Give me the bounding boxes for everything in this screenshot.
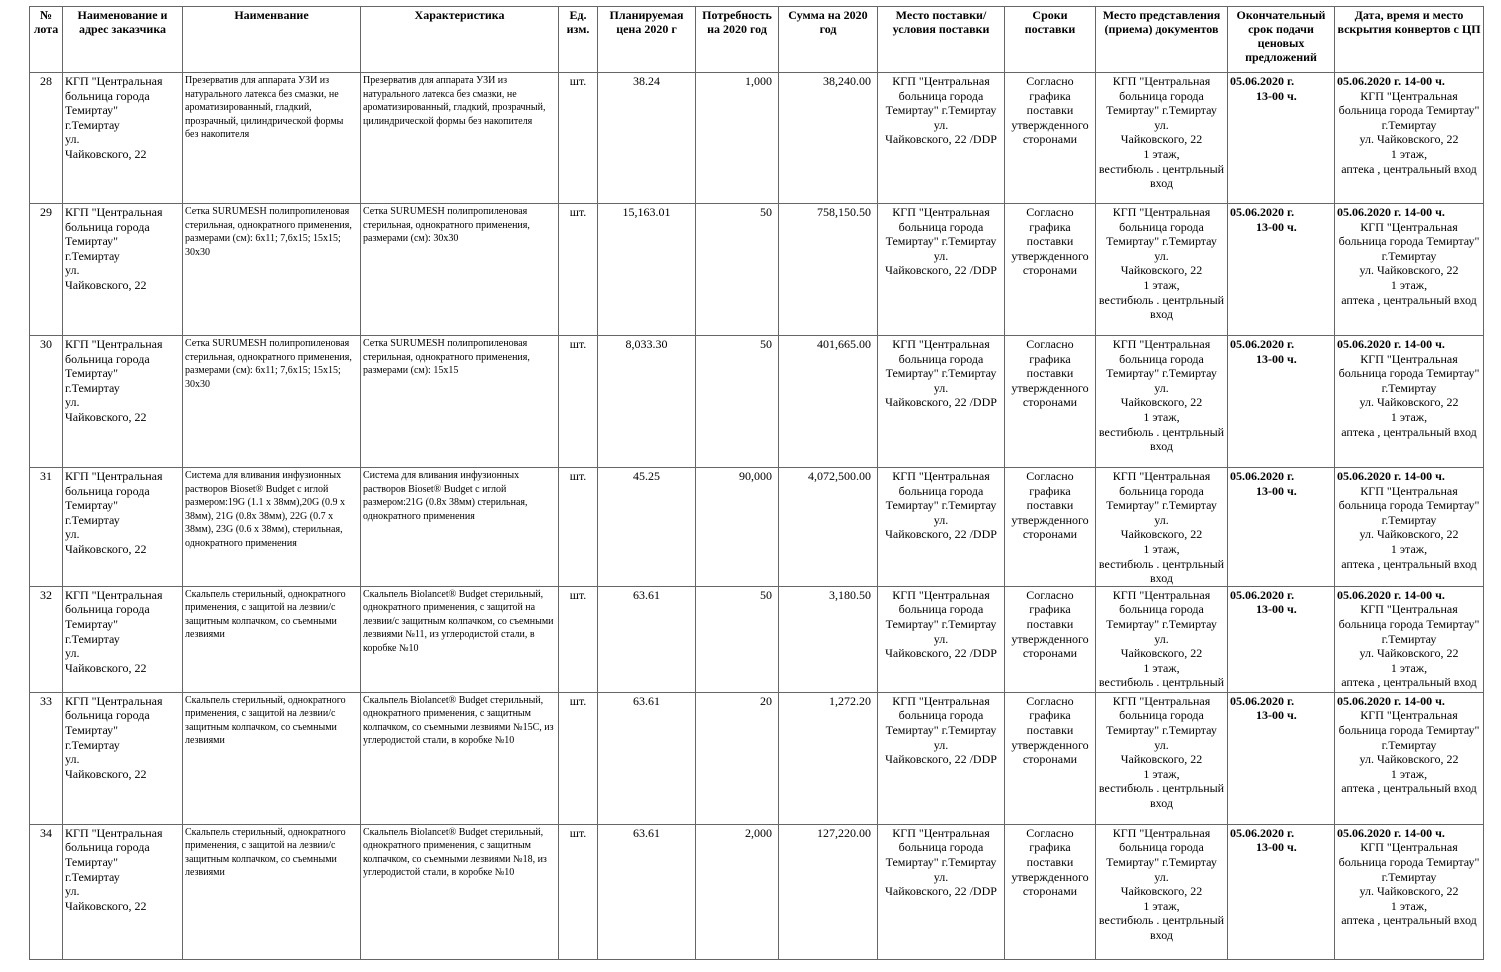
header-customer: Наименование и адрес заказчика [63,7,183,73]
deadline-time: 13-00 ч. [1256,88,1297,103]
item-name-cell: Презерватив для аппарата УЗИ из натурального латекса без смазки, не ароматизированный, гладкий, прозрачный, цилиндрической формы без накопителя [183,73,361,204]
unit-cell: шт. [559,468,598,587]
unit-cell: шт. [559,824,598,959]
opening-date: 05.06.2020 г. 14-00 ч. [1337,825,1445,840]
header-unit: Ед. изм. [559,7,598,73]
opening-cell [1335,824,1484,959]
deadline-date: 05.06.2020 г. [1230,825,1295,840]
opening-place: КГП "Центральная больница города Темиртау" г.Темиртау ул. Чайковского, 22 1 этаж, аптека , центральный вход [1338,483,1480,571]
deadline-cell [1228,204,1335,336]
sum-cell: 4,072,500.00 [779,468,878,587]
header-docs-place: Место представления (приема) документов [1096,7,1228,73]
opening-date: 05.06.2020 г. 14-00 ч. [1337,337,1445,351]
need-cell: 90,000 [696,468,779,587]
item-name-cell: Скальпель стерильный, однократного применения, с защитой на лезвии/с защитным колпачком, со съемными лезвиями [183,692,361,824]
delivery-place-cell: КГП "Центральная больница города Темиртау" г.Темиртау ул. Чайковского, 22 /DDP [878,824,1005,959]
delivery-terms-cell: Согласно графика поставки утвержденного сторонами [1005,468,1096,587]
planned-price-cell: 63.61 [598,586,696,692]
customer-cell: КГП "Центральная больница города Темиртау" г.Темиртау ул. Чайковского, 22 [63,336,183,468]
header-need: Потребность на 2020 год [696,7,779,73]
header-lot-no: № лота [30,7,63,73]
planned-price-cell: 63.61 [598,692,696,824]
lot-number-cell: 28 [30,73,63,204]
unit-cell: шт. [559,73,598,204]
deadline-time: 13-00 ч. [1256,840,1297,855]
characteristic-cell: Система для вливания инфузионных растворов Bioset® Budget с иглой размером:21G (0.8х 38мм) стерильная, однократного применения [361,468,559,587]
deadline-date: 05.06.2020 г. [1230,693,1295,708]
customer-cell: КГП "Центральная больница города Темиртау" г.Темиртау ул. Чайковского, 22 [63,204,183,336]
planned-price-cell: 38.24 [598,73,696,204]
characteristic-cell: Скальпель Biolancet® Budget стерильный, однократного применения, с защитным колпачком, со съемными лезвиями №15С, из углеродистой стали, в коробке №10 [361,692,559,824]
sum-cell: 127,220.00 [779,824,878,959]
delivery-place-cell: КГП "Центральная больница города Темиртау" г.Темиртау ул. Чайковского, 22 /DDP [878,204,1005,336]
table-row [30,586,1484,692]
opening-cell [1335,336,1484,468]
lot-number-cell: 30 [30,336,63,468]
deadline-cell [1228,824,1335,959]
opening-place: КГП "Центральная больница города Темиртау" г.Темиртау ул. Чайковского, 22 1 этаж, аптека , центральный вход [1338,351,1480,439]
deadline-date: 05.06.2020 г. [1230,469,1295,483]
deadline-time: 13-00 ч. [1256,483,1297,498]
deadline-date: 05.06.2020 г. [1230,74,1295,88]
unit-cell: шт. [559,204,598,336]
lot-number-cell: 31 [30,468,63,587]
unit-cell: шт. [559,586,598,692]
header-deadline: Окончательный срок подачи ценовых предложений [1228,7,1335,73]
opening-cell [1335,692,1484,824]
need-cell: 20 [696,692,779,824]
opening-place: КГП "Центральная больница города Темиртау" г.Темиртау ул. Чайковского, 22 1 этаж, аптека , центральный вход [1338,219,1480,307]
delivery-terms-cell: Согласно графика поставки утвержденного сторонами [1005,204,1096,336]
docs-place-cell: КГП "Центральная больница города Темиртау" г.Темиртау ул. Чайковского, 22 1 этаж, вестибюль . центрльный вход [1096,824,1228,959]
opening-cell [1335,73,1484,204]
opening-cell [1335,586,1484,692]
delivery-terms-cell: Согласно графика поставки утвержденного сторонами [1005,692,1096,824]
characteristic-cell: Сетка SURUMESH полипропиленовая стерильная, однократного применения, размерами (см): 15х15 [361,336,559,468]
deadline-cell [1228,73,1335,204]
deadline-cell [1228,468,1335,587]
customer-cell: КГП "Центральная больница города Темиртау" г.Темиртау ул. Чайковского, 22 [63,586,183,692]
item-name-cell: Скальпель стерильный, однократного применения, с защитой на лезвии/с защитным колпачком, со съемными лезвиями [183,586,361,692]
unit-cell: шт. [559,692,598,824]
opening-cell [1335,204,1484,336]
customer-cell: КГП "Центральная больница города Темиртау" г.Темиртау ул. Чайковского, 22 [63,692,183,824]
delivery-place-cell: КГП "Центральная больница города Темиртау" г.Темиртау ул. Чайковского, 22 /DDP [878,336,1005,468]
docs-place-cell: КГП "Центральная больница города Темиртау" г.Темиртау ул. Чайковского, 22 1 этаж, вестибюль . центрльный вход [1096,692,1228,824]
customer-cell: КГП "Центральная больница города Темиртау" г.Темиртау ул. Чайковского, 22 [63,824,183,959]
deadline-time: 13-00 ч. [1256,351,1297,366]
need-cell: 50 [696,336,779,468]
delivery-place-cell: КГП "Центральная больница города Темиртау" г.Темиртау ул. Чайковского, 22 /DDP [878,692,1005,824]
header-sum: Сумма на 2020 год [779,7,878,73]
sum-cell: 1,272.20 [779,692,878,824]
opening-place: КГП "Центральная больница города Темиртау" г.Темиртау ул. Чайковского, 22 1 этаж, аптека , центральный вход [1338,88,1480,176]
docs-place-cell: КГП "Центральная больница города Темиртау" г.Темиртау ул. Чайковского, 22 1 этаж, вестибюль . центрльный вход [1096,73,1228,204]
opening-date: 05.06.2020 г. 14-00 ч. [1337,205,1445,219]
deadline-time: 13-00 ч. [1256,219,1297,234]
docs-place-cell: КГП "Центральная больница города Темиртау" г.Темиртау ул. Чайковского, 22 1 этаж, вестибюль . центрльный вход [1096,204,1228,336]
opening-place: КГП "Центральная больница города Темиртау" г.Темиртау ул. Чайковского, 22 1 этаж, аптека , центральный вход [1338,708,1480,796]
table-row [30,692,1484,824]
delivery-terms-cell: Согласно графика поставки утвержденного сторонами [1005,586,1096,692]
characteristic-cell: Скальпель Biolancet® Budget стерильный, однократного применения, с защитным колпачком, со съемными лезвиями №18, из углеродистой стали, в коробке №10 [361,824,559,959]
table-row [30,824,1484,959]
planned-price-cell: 15,163.01 [598,204,696,336]
need-cell: 1,000 [696,73,779,204]
deadline-time: 13-00 ч. [1256,602,1297,617]
planned-price-cell: 8,033.30 [598,336,696,468]
customer-cell: КГП "Центральная больница города Темиртау" г.Темиртау ул. Чайковского, 22 [63,73,183,204]
characteristic-cell: Сетка SURUMESH полипропиленовая стерильная, однократного применения, размерами (см): 30х30 [361,204,559,336]
item-name-cell: Сетка SURUMESH полипропиленовая стерильная, однократного применения, размерами (см): 6х11; 7,6х15; 15х15; 30х30 [183,204,361,336]
delivery-place-cell: КГП "Центральная больница города Темиртау" г.Темиртау ул. Чайковского, 22 /DDP [878,468,1005,587]
characteristic-cell: Презерватив для аппарата УЗИ из натурального латекса без смазки, не ароматизированный, гладкий, прозрачный, цилиндрической формы без накопителя [361,73,559,204]
sum-cell: 401,665.00 [779,336,878,468]
opening-date: 05.06.2020 г. 14-00 ч. [1337,693,1445,708]
deadline-cell [1228,692,1335,824]
planned-price-cell: 45.25 [598,468,696,587]
deadline-cell [1228,336,1335,468]
deadline-date: 05.06.2020 г. [1230,337,1295,351]
deadline-date: 05.06.2020 г. [1230,205,1295,219]
header-opening: Дата, время и место вскрытия конвертов с ЦП [1335,7,1484,73]
delivery-place-cell: КГП "Центральная больница города Темиртау" г.Темиртау ул. Чайковского, 22 /DDP [878,73,1005,204]
unit-cell: шт. [559,336,598,468]
header-characteristic: Характеристика [361,7,559,73]
header-name: Наименвание [183,7,361,73]
header-delivery-terms: Сроки поставки [1005,7,1096,73]
deadline-date: 05.06.2020 г. [1230,587,1295,602]
table-header-row [30,7,1484,73]
sum-cell: 758,150.50 [779,204,878,336]
table-row [30,468,1484,587]
header-planned-price: Планируемая цена 2020 г [598,7,696,73]
opening-place: КГП "Центральная больница города Темиртау" г.Темиртау ул. Чайковского, 22 1 этаж, аптека , центральный вход [1338,602,1480,690]
item-name-cell: Система для вливания инфузионных растворов Bioset® Budget с иглой размером:19G (1.1 х 38мм),20G (0.9 х 38мм), 21G (0.8х 38мм), 22G (0.7 х 38мм), 23G (0.6 х 38мм), стерильная, однократного применения [183,468,361,587]
table-row [30,204,1484,336]
delivery-place-cell: КГП "Центральная больница города Темиртау" г.Темиртау ул. Чайковского, 22 /DDP [878,586,1005,692]
deadline-time: 13-00 ч. [1256,708,1297,723]
opening-date: 05.06.2020 г. 14-00 ч. [1337,587,1445,602]
planned-price-cell: 63.61 [598,824,696,959]
deadline-cell [1228,586,1335,692]
sum-cell: 38,240.00 [779,73,878,204]
table-row [30,336,1484,468]
need-cell: 50 [696,586,779,692]
item-name-cell: Скальпель стерильный, однократного применения, с защитой на лезвии/с защитным колпачком, со съемными лезвиями [183,824,361,959]
characteristic-cell: Скальпель Biolancet® Budget стерильный, однократного применения, с защитой на лезвии/с защитным колпачком, со съемными лезвиями №11, из углеродистой стали, в коробке №10 [361,586,559,692]
procurement-table [29,6,1484,960]
lot-number-cell: 29 [30,204,63,336]
customer-cell: КГП "Центральная больница города Темиртау" г.Темиртау ул. Чайковского, 22 [63,468,183,587]
need-cell: 50 [696,204,779,336]
delivery-terms-cell: Согласно графика поставки утвержденного сторонами [1005,73,1096,204]
opening-date: 05.06.2020 г. 14-00 ч. [1337,469,1445,483]
docs-place-cell: КГП "Центральная больница города Темиртау" г.Темиртау ул. Чайковского, 22 1 этаж, вестибюль . центрльный вход [1096,468,1228,587]
delivery-terms-cell: Согласно графика поставки утвержденного сторонами [1005,824,1096,959]
docs-place-cell: КГП "Центральная больница города Темиртау" г.Темиртау ул. Чайковского, 22 1 этаж, вестибюль . центрльный вход [1096,336,1228,468]
lot-number-cell: 32 [30,586,63,692]
lot-number-cell: 34 [30,824,63,959]
header-delivery-place: Место поставки/условия поставки [878,7,1005,73]
delivery-terms-cell: Согласно графика поставки утвержденного сторонами [1005,336,1096,468]
docs-place-cell: КГП "Центральная больница города Темиртау" г.Темиртау ул. Чайковского, 22 1 этаж, вестибюль . центрльный [1096,586,1228,692]
item-name-cell: Сетка SURUMESH полипропиленовая стерильная, однократного применения, размерами (см): 6х11; 7,6х15; 15х15; 30х30 [183,336,361,468]
opening-cell [1335,468,1484,587]
need-cell: 2,000 [696,824,779,959]
opening-date: 05.06.2020 г. 14-00 ч. [1337,74,1445,88]
opening-place: КГП "Центральная больница города Темиртау" г.Темиртау ул. Чайковского, 22 1 этаж, аптека , центральный вход [1338,840,1480,928]
lot-number-cell: 33 [30,692,63,824]
sum-cell: 3,180.50 [779,586,878,692]
table-row [30,73,1484,204]
